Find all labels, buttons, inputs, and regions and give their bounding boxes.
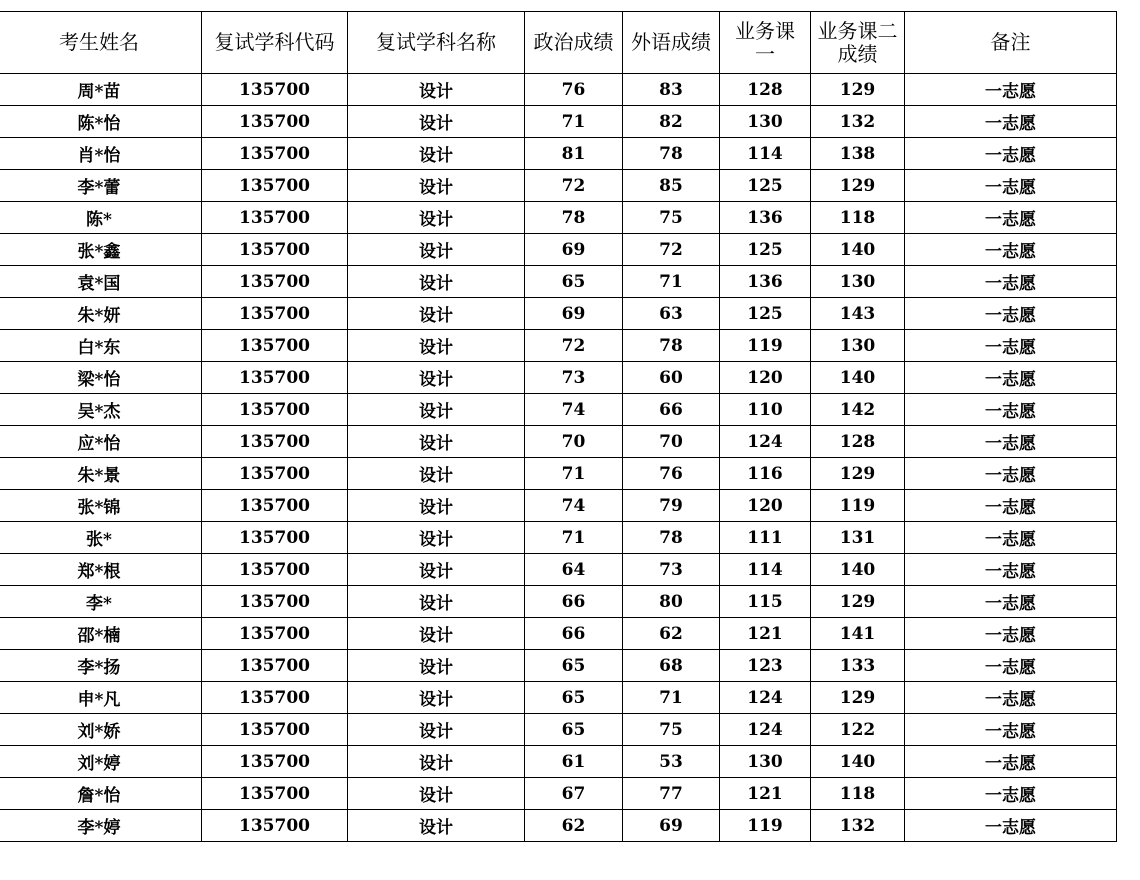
- cell-subject-name: 设计: [348, 170, 525, 202]
- cell-foreign-language-score: 71: [623, 682, 720, 714]
- cell-course-two-score: 130: [811, 330, 905, 362]
- header-subject-name: 复试学科名称: [348, 12, 525, 74]
- cell-course-two-score: 129: [811, 170, 905, 202]
- cell-candidate-name: 李*蕾: [0, 170, 202, 202]
- cell-candidate-name: 白*东: [0, 330, 202, 362]
- cell-remarks: 一志愿: [905, 234, 1117, 266]
- cell-candidate-name: 刘*娇: [0, 714, 202, 746]
- cell-candidate-name: 张*鑫: [0, 234, 202, 266]
- cell-subject-name: 设计: [348, 330, 525, 362]
- cell-remarks: 一志愿: [905, 554, 1117, 586]
- cell-course-one-score: 124: [720, 682, 811, 714]
- cell-subject-name: 设计: [348, 810, 525, 842]
- cell-course-two-score: 141: [811, 618, 905, 650]
- cell-candidate-name: 吴*杰: [0, 394, 202, 426]
- cell-course-one-score: 124: [720, 714, 811, 746]
- cell-course-one-score: 125: [720, 170, 811, 202]
- cell-remarks: 一志愿: [905, 394, 1117, 426]
- cell-foreign-language-score: 53: [623, 746, 720, 778]
- cell-politics-score: 65: [525, 682, 623, 714]
- cell-course-one-score: 136: [720, 202, 811, 234]
- cell-politics-score: 67: [525, 778, 623, 810]
- cell-course-one-score: 123: [720, 650, 811, 682]
- cell-subject-code: 135700: [202, 650, 348, 682]
- cell-remarks: 一志愿: [905, 74, 1117, 106]
- cell-course-two-score: 133: [811, 650, 905, 682]
- cell-subject-name: 设计: [348, 714, 525, 746]
- cell-course-one-score: 130: [720, 106, 811, 138]
- cell-subject-code: 135700: [202, 618, 348, 650]
- cell-foreign-language-score: 72: [623, 234, 720, 266]
- cell-subject-name: 设计: [348, 778, 525, 810]
- cell-remarks: 一志愿: [905, 810, 1117, 842]
- cell-foreign-language-score: 83: [623, 74, 720, 106]
- cell-candidate-name: 朱*妍: [0, 298, 202, 330]
- cell-foreign-language-score: 63: [623, 298, 720, 330]
- cell-politics-score: 62: [525, 810, 623, 842]
- cell-candidate-name: 李*扬: [0, 650, 202, 682]
- cell-politics-score: 73: [525, 362, 623, 394]
- cell-remarks: 一志愿: [905, 330, 1117, 362]
- table-row: [0, 202, 1117, 234]
- cell-foreign-language-score: 66: [623, 394, 720, 426]
- cell-course-one-score: 110: [720, 394, 811, 426]
- cell-course-one-score: 120: [720, 490, 811, 522]
- cell-course-two-score: 132: [811, 810, 905, 842]
- cell-candidate-name: 袁*国: [0, 266, 202, 298]
- cell-course-two-score: 129: [811, 586, 905, 618]
- cell-course-two-score: 129: [811, 74, 905, 106]
- table-row: [0, 74, 1117, 106]
- table-row: [0, 458, 1117, 490]
- cell-candidate-name: 周*苗: [0, 74, 202, 106]
- cell-subject-name: 设计: [348, 362, 525, 394]
- cell-course-one-score: 116: [720, 458, 811, 490]
- cell-remarks: 一志愿: [905, 106, 1117, 138]
- cell-politics-score: 72: [525, 330, 623, 362]
- cell-subject-code: 135700: [202, 682, 348, 714]
- cell-candidate-name: 邵*楠: [0, 618, 202, 650]
- cell-course-two-score: 140: [811, 554, 905, 586]
- table-row: [0, 106, 1117, 138]
- cell-remarks: 一志愿: [905, 682, 1117, 714]
- cell-candidate-name: 朱*景: [0, 458, 202, 490]
- cell-subject-code: 135700: [202, 458, 348, 490]
- cell-subject-code: 135700: [202, 426, 348, 458]
- cell-subject-name: 设计: [348, 682, 525, 714]
- cell-subject-code: 135700: [202, 586, 348, 618]
- cell-remarks: 一志愿: [905, 714, 1117, 746]
- cell-subject-code: 135700: [202, 362, 348, 394]
- cell-subject-name: 设计: [348, 394, 525, 426]
- cell-subject-code: 135700: [202, 266, 348, 298]
- table-row: [0, 362, 1117, 394]
- cell-foreign-language-score: 75: [623, 714, 720, 746]
- cell-politics-score: 72: [525, 170, 623, 202]
- cell-politics-score: 71: [525, 522, 623, 554]
- cell-subject-name: 设计: [348, 234, 525, 266]
- cell-foreign-language-score: 78: [623, 330, 720, 362]
- cell-subject-name: 设计: [348, 298, 525, 330]
- cell-subject-code: 135700: [202, 138, 348, 170]
- cell-remarks: 一志愿: [905, 618, 1117, 650]
- table-row: [0, 554, 1117, 586]
- table-row: [0, 618, 1117, 650]
- table-body: [0, 74, 1117, 842]
- cell-politics-score: 78: [525, 202, 623, 234]
- table-row: [0, 586, 1117, 618]
- cell-foreign-language-score: 70: [623, 426, 720, 458]
- cell-course-one-score: 120: [720, 362, 811, 394]
- table-row: [0, 522, 1117, 554]
- table-row: [0, 394, 1117, 426]
- cell-remarks: 一志愿: [905, 490, 1117, 522]
- cell-subject-name: 设计: [348, 618, 525, 650]
- table-row: [0, 650, 1117, 682]
- cell-politics-score: 61: [525, 746, 623, 778]
- header-row: [0, 12, 1117, 74]
- cell-course-two-score: 143: [811, 298, 905, 330]
- cell-politics-score: 65: [525, 714, 623, 746]
- cell-remarks: 一志愿: [905, 746, 1117, 778]
- cell-course-one-score: 114: [720, 138, 811, 170]
- cell-subject-name: 设计: [348, 74, 525, 106]
- cell-remarks: 一志愿: [905, 266, 1117, 298]
- cell-subject-code: 135700: [202, 202, 348, 234]
- cell-politics-score: 64: [525, 554, 623, 586]
- cell-course-one-score: 124: [720, 426, 811, 458]
- cell-subject-name: 设计: [348, 266, 525, 298]
- cell-foreign-language-score: 68: [623, 650, 720, 682]
- header-course-two-score: 业务课二成绩: [811, 12, 905, 74]
- cell-course-two-score: 131: [811, 522, 905, 554]
- cell-remarks: 一志愿: [905, 202, 1117, 234]
- cell-subject-name: 设计: [348, 746, 525, 778]
- cell-politics-score: 71: [525, 106, 623, 138]
- cell-course-one-score: 130: [720, 746, 811, 778]
- cell-politics-score: 71: [525, 458, 623, 490]
- table-row: [0, 170, 1117, 202]
- cell-course-one-score: 128: [720, 74, 811, 106]
- cell-course-one-score: 121: [720, 778, 811, 810]
- cell-subject-code: 135700: [202, 106, 348, 138]
- cell-course-one-score: 121: [720, 618, 811, 650]
- cell-remarks: 一志愿: [905, 138, 1117, 170]
- table-row: [0, 682, 1117, 714]
- cell-subject-name: 设计: [348, 490, 525, 522]
- cell-foreign-language-score: 85: [623, 170, 720, 202]
- cell-subject-code: 135700: [202, 490, 348, 522]
- cell-foreign-language-score: 62: [623, 618, 720, 650]
- cell-remarks: 一志愿: [905, 778, 1117, 810]
- header-subject-code: 复试学科代码: [202, 12, 348, 74]
- cell-course-two-score: 138: [811, 138, 905, 170]
- cell-course-two-score: 118: [811, 778, 905, 810]
- cell-politics-score: 65: [525, 266, 623, 298]
- cell-politics-score: 66: [525, 586, 623, 618]
- table-row: [0, 746, 1117, 778]
- cell-foreign-language-score: 79: [623, 490, 720, 522]
- cell-course-two-score: 118: [811, 202, 905, 234]
- cell-course-one-score: 136: [720, 266, 811, 298]
- cell-course-two-score: 142: [811, 394, 905, 426]
- cell-subject-code: 135700: [202, 810, 348, 842]
- cell-subject-code: 135700: [202, 746, 348, 778]
- table-row: [0, 426, 1117, 458]
- cell-course-two-score: 132: [811, 106, 905, 138]
- cell-course-one-score: 125: [720, 298, 811, 330]
- cell-course-one-score: 115: [720, 586, 811, 618]
- cell-candidate-name: 詹*怡: [0, 778, 202, 810]
- cell-course-two-score: 129: [811, 458, 905, 490]
- cell-subject-code: 135700: [202, 298, 348, 330]
- cell-candidate-name: 肖*怡: [0, 138, 202, 170]
- cell-remarks: 一志愿: [905, 426, 1117, 458]
- cell-politics-score: 66: [525, 618, 623, 650]
- header-course-one: 业务课一: [720, 12, 811, 74]
- table-row: [0, 490, 1117, 522]
- cell-politics-score: 70: [525, 426, 623, 458]
- cell-course-two-score: 128: [811, 426, 905, 458]
- cell-foreign-language-score: 69: [623, 810, 720, 842]
- cell-foreign-language-score: 76: [623, 458, 720, 490]
- cell-course-one-score: 119: [720, 330, 811, 362]
- cell-politics-score: 69: [525, 298, 623, 330]
- cell-remarks: 一志愿: [905, 298, 1117, 330]
- cell-subject-name: 设计: [348, 202, 525, 234]
- cell-subject-name: 设计: [348, 138, 525, 170]
- table-row: [0, 810, 1117, 842]
- cell-foreign-language-score: 60: [623, 362, 720, 394]
- cell-subject-name: 设计: [348, 586, 525, 618]
- cell-candidate-name: 李*: [0, 586, 202, 618]
- header-remarks: 备注: [905, 12, 1117, 74]
- table-row: [0, 714, 1117, 746]
- cell-subject-code: 135700: [202, 330, 348, 362]
- cell-politics-score: 76: [525, 74, 623, 106]
- cell-remarks: 一志愿: [905, 362, 1117, 394]
- cell-course-two-score: 130: [811, 266, 905, 298]
- cell-candidate-name: 张*锦: [0, 490, 202, 522]
- table-header: [0, 12, 1117, 74]
- cell-subject-name: 设计: [348, 426, 525, 458]
- cell-remarks: 一志愿: [905, 170, 1117, 202]
- cell-remarks: 一志愿: [905, 586, 1117, 618]
- cell-politics-score: 74: [525, 394, 623, 426]
- cell-course-one-score: 119: [720, 810, 811, 842]
- cell-course-two-score: 140: [811, 746, 905, 778]
- cell-subject-name: 设计: [348, 522, 525, 554]
- cell-foreign-language-score: 82: [623, 106, 720, 138]
- cell-politics-score: 74: [525, 490, 623, 522]
- cell-politics-score: 81: [525, 138, 623, 170]
- cell-foreign-language-score: 78: [623, 138, 720, 170]
- cell-subject-code: 135700: [202, 170, 348, 202]
- cell-course-one-score: 114: [720, 554, 811, 586]
- cell-candidate-name: 刘*婷: [0, 746, 202, 778]
- cell-subject-name: 设计: [348, 554, 525, 586]
- cell-subject-code: 135700: [202, 554, 348, 586]
- cell-subject-code: 135700: [202, 74, 348, 106]
- cell-subject-name: 设计: [348, 650, 525, 682]
- cell-candidate-name: 申*凡: [0, 682, 202, 714]
- cell-subject-code: 135700: [202, 522, 348, 554]
- table-row: [0, 778, 1117, 810]
- header-foreign-language-score: 外语成绩: [623, 12, 720, 74]
- cell-foreign-language-score: 78: [623, 522, 720, 554]
- cell-foreign-language-score: 73: [623, 554, 720, 586]
- cell-subject-name: 设计: [348, 458, 525, 490]
- cell-subject-code: 135700: [202, 394, 348, 426]
- cell-candidate-name: 郑*根: [0, 554, 202, 586]
- cell-foreign-language-score: 77: [623, 778, 720, 810]
- cell-candidate-name: 梁*怡: [0, 362, 202, 394]
- header-politics-score: 政治成绩: [525, 12, 623, 74]
- cell-candidate-name: 陈*: [0, 202, 202, 234]
- cell-candidate-name: 应*怡: [0, 426, 202, 458]
- table-row: [0, 234, 1117, 266]
- table-row: [0, 266, 1117, 298]
- cell-course-one-score: 111: [720, 522, 811, 554]
- cell-subject-name: 设计: [348, 106, 525, 138]
- cell-politics-score: 65: [525, 650, 623, 682]
- cell-subject-code: 135700: [202, 234, 348, 266]
- cell-course-two-score: 140: [811, 362, 905, 394]
- table-row: [0, 298, 1117, 330]
- cell-foreign-language-score: 80: [623, 586, 720, 618]
- cell-course-two-score: 140: [811, 234, 905, 266]
- cell-course-two-score: 129: [811, 682, 905, 714]
- cell-candidate-name: 张*: [0, 522, 202, 554]
- cell-foreign-language-score: 75: [623, 202, 720, 234]
- cell-course-one-score: 125: [720, 234, 811, 266]
- cell-course-two-score: 122: [811, 714, 905, 746]
- cell-subject-code: 135700: [202, 714, 348, 746]
- cell-candidate-name: 李*婷: [0, 810, 202, 842]
- cell-remarks: 一志愿: [905, 650, 1117, 682]
- cell-candidate-name: 陈*怡: [0, 106, 202, 138]
- table-row: [0, 330, 1117, 362]
- header-candidate-name: 考生姓名: [0, 12, 202, 74]
- cell-politics-score: 69: [525, 234, 623, 266]
- score-table: [0, 11, 1117, 842]
- cell-subject-code: 135700: [202, 778, 348, 810]
- cell-remarks: 一志愿: [905, 522, 1117, 554]
- cell-course-two-score: 119: [811, 490, 905, 522]
- cell-foreign-language-score: 71: [623, 266, 720, 298]
- table-row: [0, 138, 1117, 170]
- cell-remarks: 一志愿: [905, 458, 1117, 490]
